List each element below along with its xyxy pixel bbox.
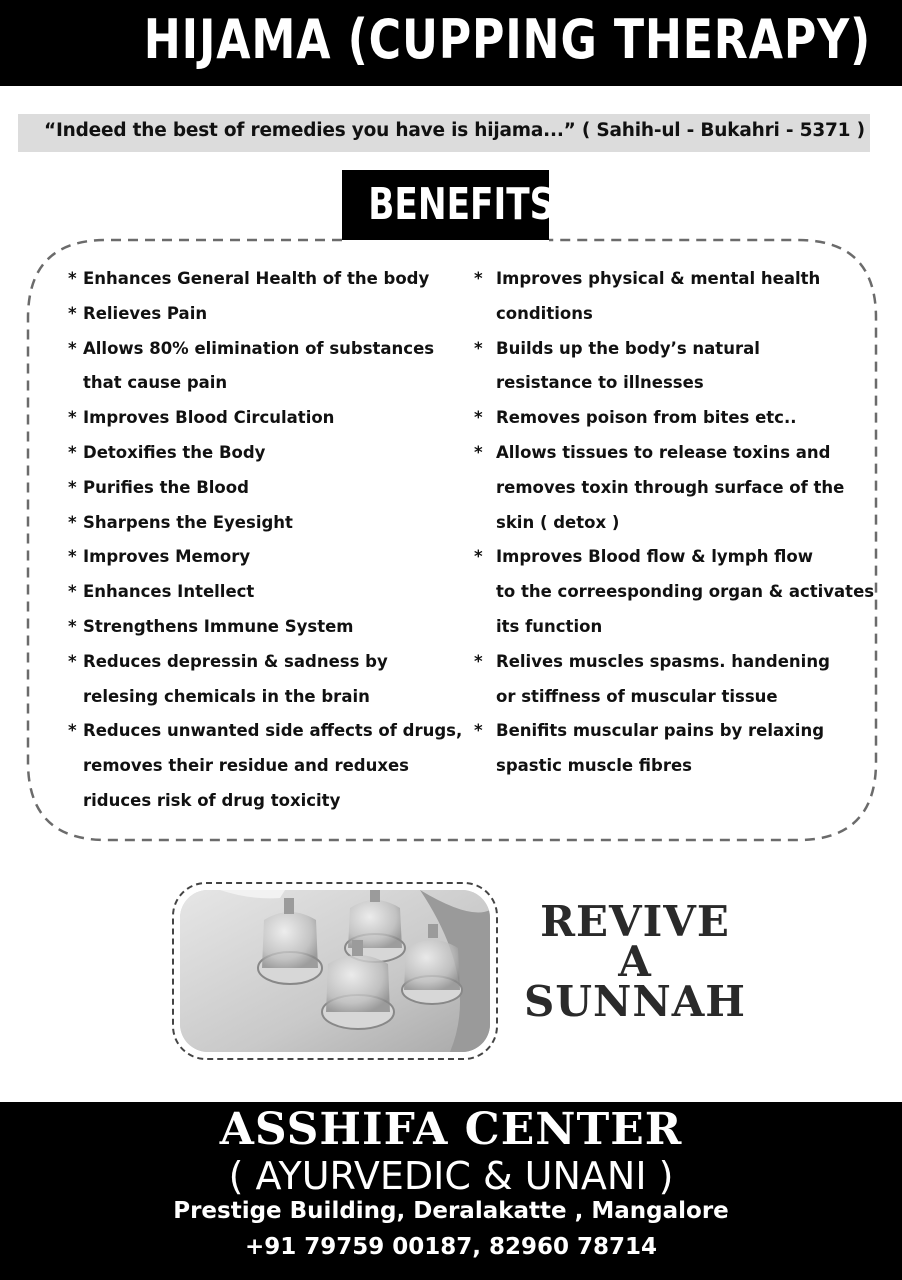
benefit-text: Improves Memory <box>83 547 251 567</box>
benefit-item <box>474 645 894 715</box>
slogan-line-2: A <box>618 937 652 986</box>
benefit-text: Allows 80% elimination of substances that cause pain <box>83 338 435 393</box>
bullet-star: * <box>68 338 77 358</box>
bullet-star: * <box>68 269 77 288</box>
benefit-text: Sharpens the Eyesight <box>83 512 293 532</box>
bullet-star: * <box>474 442 483 462</box>
benefit-text: Purifies the Blood <box>83 477 249 497</box>
bullet-star: * <box>68 721 77 741</box>
benefit-text: Relives muscles spasms. handening or stiffness of muscular tissue <box>496 651 830 706</box>
bullet-star: * <box>68 477 77 497</box>
bullet-star: * <box>474 269 483 288</box>
benefit-text: Allows tissues to release toxins and removes toxin through surface of the skin ( detox ) <box>496 442 845 532</box>
benefit-text: Strengthens Immune System <box>83 616 354 636</box>
benefits-heading-text: BENEFITS <box>368 179 555 230</box>
slogan-line-1: REVIVE <box>540 897 730 946</box>
benefit-item <box>68 401 468 436</box>
bullet-star: * <box>68 582 77 602</box>
benefit-text: Relieves Pain <box>83 303 208 323</box>
benefit-text: Benifits muscular pains by relaxing spastic muscle fibres <box>496 721 825 776</box>
center-phone: +91 79759 00187, 82960 78714 <box>244 1234 658 1260</box>
bullet-star: * <box>68 303 77 323</box>
benefit-text: Improves physical & mental health conditions <box>496 269 821 323</box>
benefit-item <box>68 332 468 402</box>
benefit-item <box>68 297 468 332</box>
benefit-item <box>474 714 894 784</box>
bullet-star: * <box>474 338 483 358</box>
benefit-text: Improves Blood Circulation <box>83 408 335 428</box>
benefit-item <box>474 540 894 644</box>
bullet-star: * <box>68 547 77 567</box>
center-address: Prestige Building, Deralakatte , Mangalore <box>173 1198 729 1224</box>
benefit-item <box>68 714 468 818</box>
benefit-text: Enhances Intellect <box>83 582 255 602</box>
benefit-item <box>68 540 468 575</box>
benefit-text: Detoxifies the Body <box>83 442 266 462</box>
page-title: HIJAMA (CUPPING THERAPY) <box>143 8 872 71</box>
bullet-star: * <box>474 547 483 567</box>
benefit-item <box>68 645 468 715</box>
benefit-text: Reduces depressin & sadness by relesing chemicals in the brain <box>83 651 388 706</box>
benefit-item <box>68 436 468 471</box>
revive-a-sunnah-slogan <box>510 897 760 1026</box>
cupping-illustration <box>180 890 490 1052</box>
benefit-item <box>68 506 468 541</box>
slogan-line-3: SUNNAH <box>523 977 746 1026</box>
bullet-star: * <box>68 408 77 428</box>
benefit-item <box>474 436 894 540</box>
benefit-text: Removes poison from bites etc.. <box>496 408 797 428</box>
hadith-quote: “Indeed the best of remedies you have is hijama...” ( Sahih-ul - Bukahri - 5371 ) <box>44 120 865 141</box>
bullet-star: * <box>474 651 483 671</box>
bullet-star: * <box>68 616 77 636</box>
benefit-item <box>68 610 468 645</box>
benefit-text: Enhances General Health of the body <box>83 269 430 288</box>
center-type: ( AYURVEDIC & UNANI ) <box>228 1154 674 1198</box>
benefit-item <box>68 262 468 297</box>
bullet-star: * <box>68 442 77 462</box>
benefit-item <box>474 401 894 436</box>
benefits-heading <box>342 170 555 240</box>
bullet-star: * <box>68 512 77 532</box>
cupping-photo <box>180 890 490 1052</box>
benefits-right-column <box>474 262 894 784</box>
bullet-star: * <box>474 408 483 428</box>
benefit-item <box>68 575 468 610</box>
center-name: ASSHIFA CENTER <box>219 1104 683 1155</box>
benefit-text: Improves Blood flow & lymph flow to the correesponding organ & activates its function <box>496 547 875 636</box>
benefits-left-column <box>68 262 468 819</box>
benefit-text: Builds up the body’s natural resistance to illnesses <box>496 338 760 393</box>
benefit-item <box>474 332 894 402</box>
benefit-item <box>474 262 894 332</box>
bullet-star: * <box>474 721 483 741</box>
bullet-star: * <box>68 651 77 671</box>
benefit-text: Reduces unwanted side affects of drugs, removes their residue and reduxes riduces risk of drug toxicity <box>83 721 463 810</box>
benefit-item <box>68 471 468 506</box>
